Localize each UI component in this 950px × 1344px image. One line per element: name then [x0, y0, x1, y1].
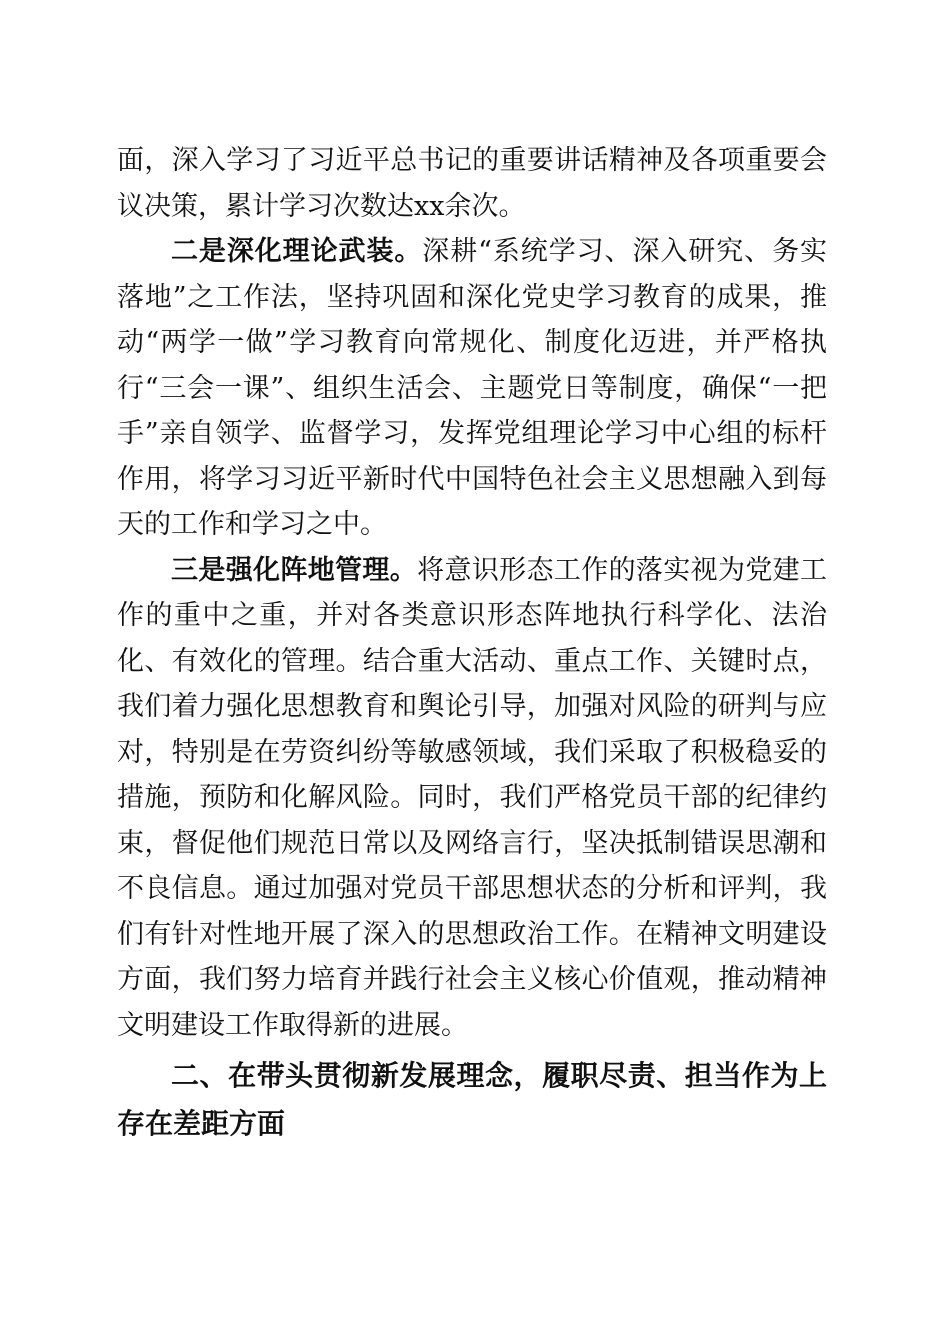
paragraph-text: 深耕“系统学习、深入研究、务实落地”之工作法，坚持巩固和深化党史学习教育的成果，推动“两学一做”学习教育向常规化、制度化迈进，并严格执行“三会一课”、组织生活会、主题党日等制度，确保“一把手”亲自领学、监督学习，发挥党组理论学习中心组的标杆作用，将学习习近平新时代中国特色社会主义思想融入到每天的工作和学习之中。	[117, 236, 827, 540]
paragraph-text: 将意识形态工作的落实视为党建工作的重中之重，并对各类意识形态阵地执行科学化、法治化、有效化的管理。结合重大活动、重点工作、关键时点，我们着力强化思想教育和舆论引导，加强对风险的研判与应对，特别是在劳资纠纷等敏感领域，我们采取了积极稳妥的措施，预防和化解风险。同时，我们严格党员干部的纪律约束，督促他们规范日常以及网络言行，坚决抵制错误思潮和不良信息。通过加强对党员干部思想状态的分析和评判，我们有针对性地开展了深入的思想政治工作。在精神文明建设方面，我们努力培育并践行社会主义核心价值观，推动精神文明建设工作取得新的进展。	[117, 554, 828, 1041]
paragraph-position-management	[117, 548, 827, 1049]
paragraph-theory-arming	[117, 229, 827, 548]
paragraph-lead: 二是深化理论武装。	[171, 236, 423, 267]
document-page	[117, 138, 827, 1148]
section-heading: 二、在带头贯彻新发展理念，履职尽责、担当作为上存在差距方面	[117, 1059, 827, 1140]
paragraph-continuation	[117, 138, 827, 229]
paragraph-lead: 三是强化阵地管理。	[171, 554, 418, 586]
paragraph-text: 面，深入学习了习近平总书记的重要讲话精神及各项重要会议决策，累计学习次数达xx余次。	[117, 145, 827, 222]
